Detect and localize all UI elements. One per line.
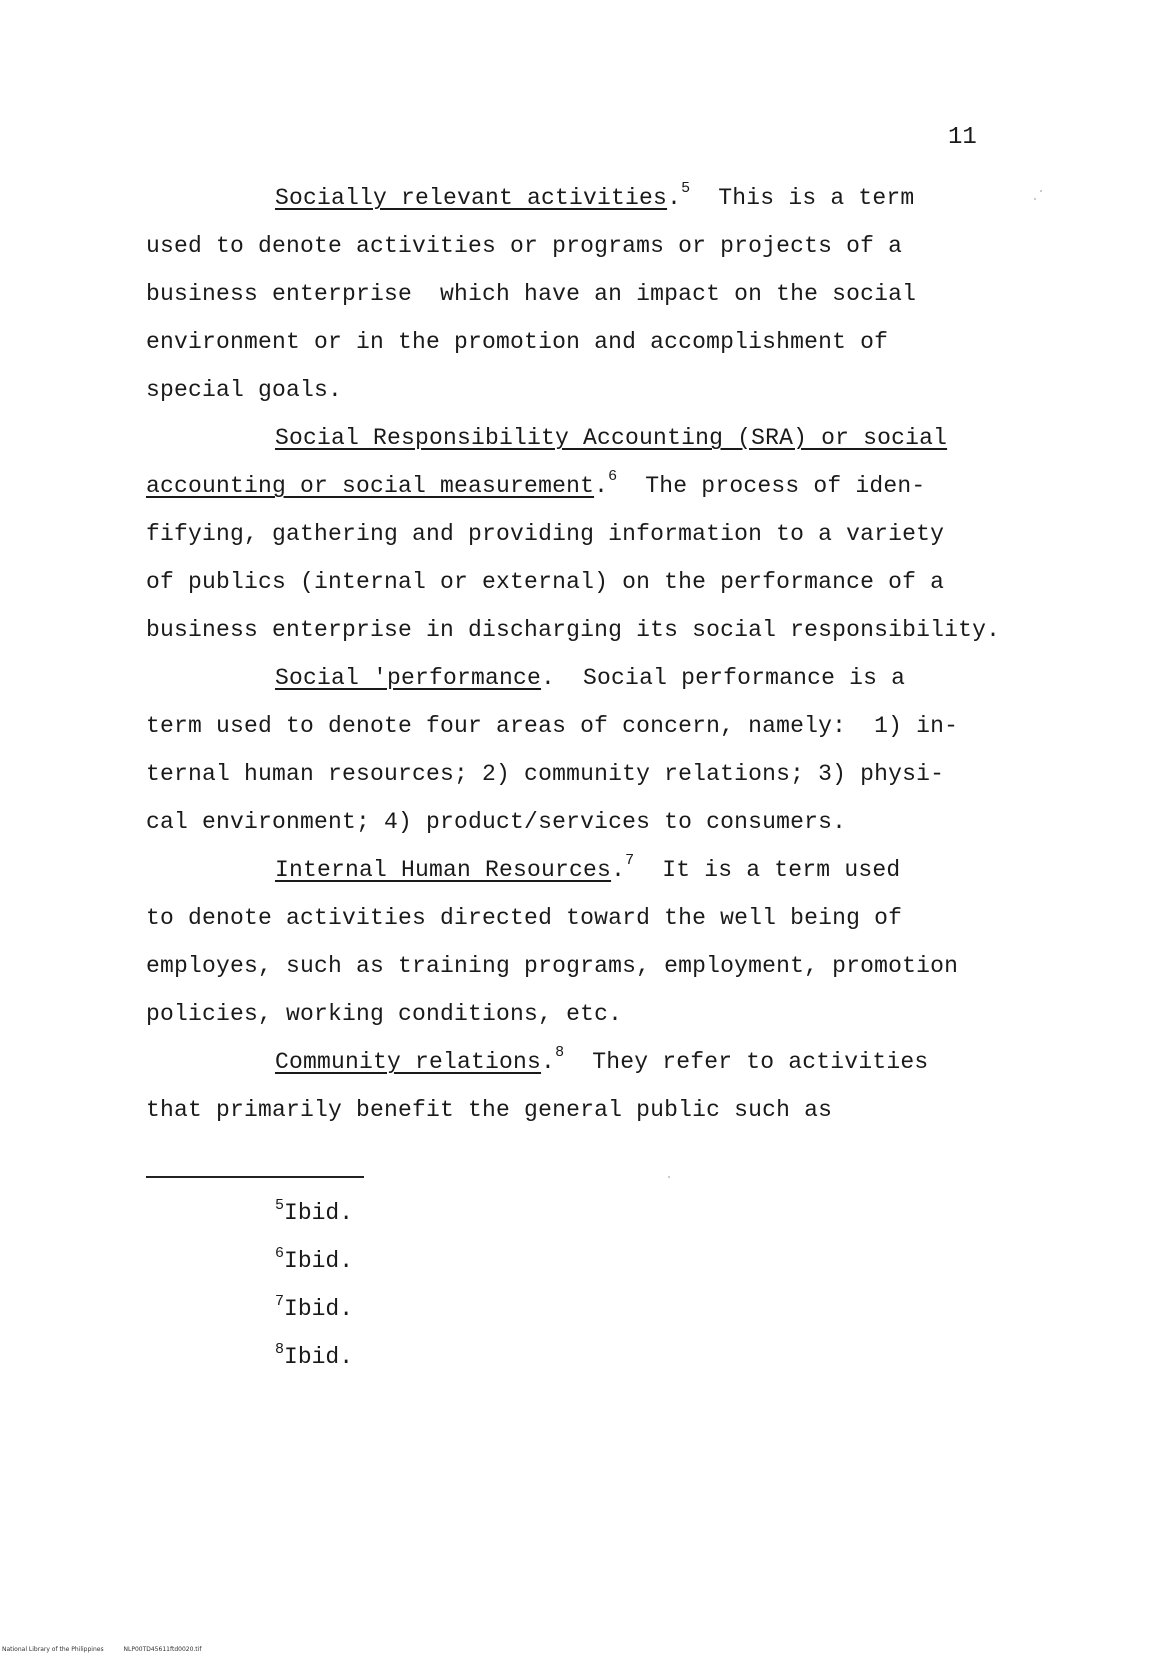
term-heading: Socially relevant activities bbox=[275, 185, 668, 211]
paragraph-1-heading-line: Socially relevant activities.$^5$ This is a term bbox=[275, 180, 915, 211]
scan-speck bbox=[1040, 190, 1042, 192]
paragraph-line: used to denote activities or programs or projects of a bbox=[146, 233, 903, 259]
paragraph-line: special goals. bbox=[146, 377, 343, 403]
page-number: 11 bbox=[948, 124, 977, 151]
footnote-text: Ibid. bbox=[284, 1296, 354, 1322]
library-label: National Library of the Philippines bbox=[2, 1646, 104, 1653]
paragraph-text: It is a term used bbox=[634, 857, 901, 883]
paragraph-4-heading-line: Internal Human Resources.$^7$ It is a term used bbox=[275, 852, 901, 883]
paragraph-2-heading-line-2: accounting or social measurement.$^6$ The process of iden- bbox=[146, 468, 926, 499]
paragraph-line: that primarily benefit the general public such as bbox=[146, 1097, 833, 1123]
paragraph-line: environment or in the promotion and accomplishment of bbox=[146, 329, 889, 355]
paragraph-line: business enterprise in discharging its social responsibility. bbox=[146, 617, 1001, 643]
term-heading: Community relations bbox=[275, 1049, 542, 1075]
term-heading: accounting or social measurement bbox=[146, 473, 595, 499]
footnote-text: Ibid. bbox=[284, 1248, 354, 1274]
footnote-number: 6 bbox=[275, 1245, 285, 1262]
footnote bbox=[275, 1341, 354, 1370]
paragraph-3-heading-line bbox=[275, 665, 905, 691]
paragraph-text: They refer to activities bbox=[564, 1049, 929, 1075]
footnote-number: 8 bbox=[275, 1341, 285, 1358]
archive-footer bbox=[2, 1646, 219, 1653]
paragraph-5-heading-line: Community relations.$^8$ They refer to activities bbox=[275, 1044, 929, 1075]
footnote-text: Ibid. bbox=[284, 1200, 354, 1226]
footnote-text: Ibid. bbox=[284, 1344, 354, 1370]
paragraph-line: employes, such as training programs, employment, promotion bbox=[146, 953, 959, 979]
footnote bbox=[275, 1293, 354, 1322]
scan-speck bbox=[1034, 198, 1036, 200]
paragraph-line: business enterprise which have an impact on the social bbox=[146, 281, 917, 307]
file-id: NLP00TD45611ftd0020.tif bbox=[123, 1646, 202, 1653]
term-heading: Social 'performance bbox=[275, 665, 542, 691]
paragraph-text: The process of iden- bbox=[617, 473, 926, 499]
footnote-number: 7 bbox=[275, 1293, 285, 1310]
footnote-ref: 8 bbox=[555, 1044, 565, 1061]
paragraph-line: ternal human resources; 2) community relations; 3) physi- bbox=[146, 761, 945, 787]
paragraph-2-heading-line bbox=[275, 425, 947, 451]
paragraph-line: cal environment; 4) product/services to consumers. bbox=[146, 809, 847, 835]
footnote bbox=[275, 1245, 354, 1274]
footnote-ref: 5 bbox=[681, 180, 691, 197]
paragraph-text: This is a term bbox=[690, 185, 915, 211]
paragraph-line: fifying, gathering and providing information to a variety bbox=[146, 521, 945, 547]
term-heading: Social Responsibility Accounting (SRA) or social bbox=[275, 425, 948, 451]
paragraph-line: of publics (internal or external) on the performance of a bbox=[146, 569, 945, 595]
paragraph-line: to denote activities directed toward the well being of bbox=[146, 905, 903, 931]
term-heading: Internal Human Resources bbox=[275, 857, 612, 883]
footnote-ref: 6 bbox=[608, 468, 618, 485]
paragraph-line: term used to denote four areas of concern, namely: 1) in- bbox=[146, 713, 959, 739]
scan-speck bbox=[668, 1176, 670, 1178]
footnote-number: 5 bbox=[275, 1197, 285, 1214]
footnote bbox=[275, 1197, 354, 1226]
paragraph-text: . Social performance is a bbox=[541, 665, 906, 691]
footnote-divider bbox=[146, 1176, 364, 1178]
footnote-ref: 7 bbox=[625, 852, 635, 869]
paragraph-line: policies, working conditions, etc. bbox=[146, 1001, 623, 1027]
